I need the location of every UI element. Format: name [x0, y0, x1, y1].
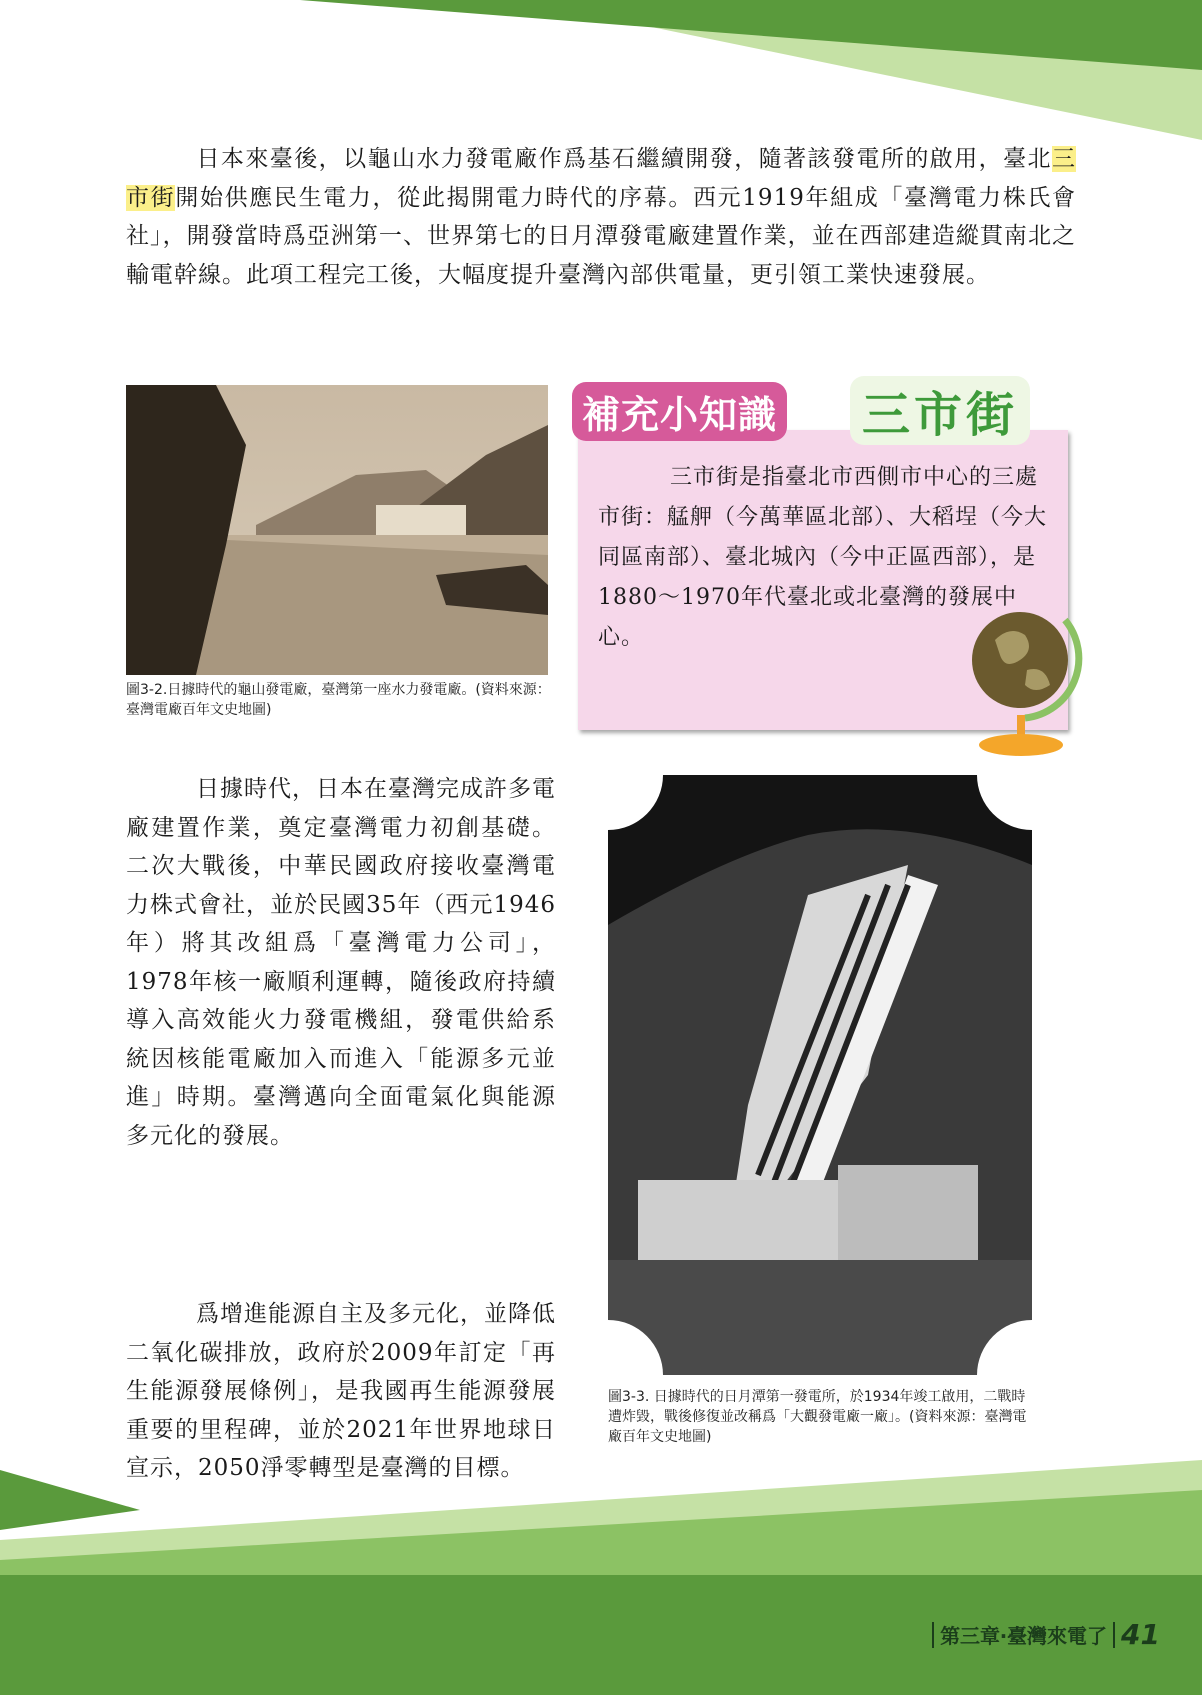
- page-number: 41: [1121, 1618, 1160, 1651]
- intro-paragraph: [126, 140, 1076, 294]
- history-paragraph: [126, 770, 556, 1155]
- knowledge-box-topic: 三市街: [850, 376, 1030, 445]
- footer-divider-right: [1113, 1622, 1115, 1648]
- highlight-term: 三市街: [126, 146, 1076, 211]
- photo2-caption: 圖3-3. 日據時代的日月潭第一發電所，於1934年竣工啟用，二戰時遭炸毀，戰後修復並改稱爲「大觀發電廠一廠」。(資料來源：臺灣電廠百年文史地圖): [608, 1389, 1027, 1445]
- renewable-text: 爲增進能源自主及多元化，並降低二氧化碳排放，政府於2009年訂定「再生能源發展條例」，是我國再生能源發展重要的里程碑，並於2021年世界地球日宣示，2050淨零轉型是臺灣的目標。: [126, 1301, 556, 1481]
- intro-text-end: 開始供應民生電力，從此揭開電力時代的序幕。西元1919年組成「臺灣電力株氏會社」，開發當時爲亞洲第一、世界第七的日月潭發電廠建置作業，並在西部建造縱貫南北之輸電幹線。此項工程完工後，大幅度提升臺灣內部供電量，更引領工業快速發展。: [126, 184, 1076, 288]
- photo1-caption: 圖3-2.日據時代的龜山發電廠，臺灣第一座水力發電廠。(資料來源：臺灣電廠百年文史地圖): [126, 682, 551, 718]
- footer-divider-left: [932, 1622, 934, 1648]
- photo-sun-moon-lake-plant: [608, 775, 1032, 1375]
- intro-text-start: 日本來臺後，以龜山水力發電廠作爲基石繼續開發，隨著該發電所的啟用，臺北: [196, 146, 1052, 172]
- photo2-image: [608, 775, 1032, 1375]
- page-footer: [926, 1618, 1160, 1651]
- knowledge-box-text: 三市街是指臺北市西側市中心的三處市街：艋舺（今萬華區北部）、大稻埕（今大同區南部）、臺北城內（今中正區西部），是1880～1970年代臺北或北臺灣的發展中心。: [598, 465, 1048, 650]
- history-text: 日據時代，日本在臺灣完成許多電廠建置作業，奠定臺灣電力初創基礎。二次大戰後，中華民國政府接收臺灣電力株式會社，並於民國35年（西元1946年）將其改組爲「臺灣電力公司」，1978年核一廠順利運轉，隨後政府持續導入高效能火力發電機組，發電供給系統因核能電廠加入而進入「能源多元並進」時期。臺灣邁向全面電氣化與能源多元化的發展。: [126, 776, 556, 1149]
- renewable-paragraph: [126, 1295, 556, 1488]
- photo-guishan-power-plant: [126, 385, 548, 675]
- photo1-image: [126, 385, 548, 675]
- chapter-title: 第三章‧臺灣來電了: [940, 1624, 1108, 1648]
- knowledge-box-label: 補充小知識: [572, 382, 787, 441]
- globe-icon: [965, 600, 1085, 760]
